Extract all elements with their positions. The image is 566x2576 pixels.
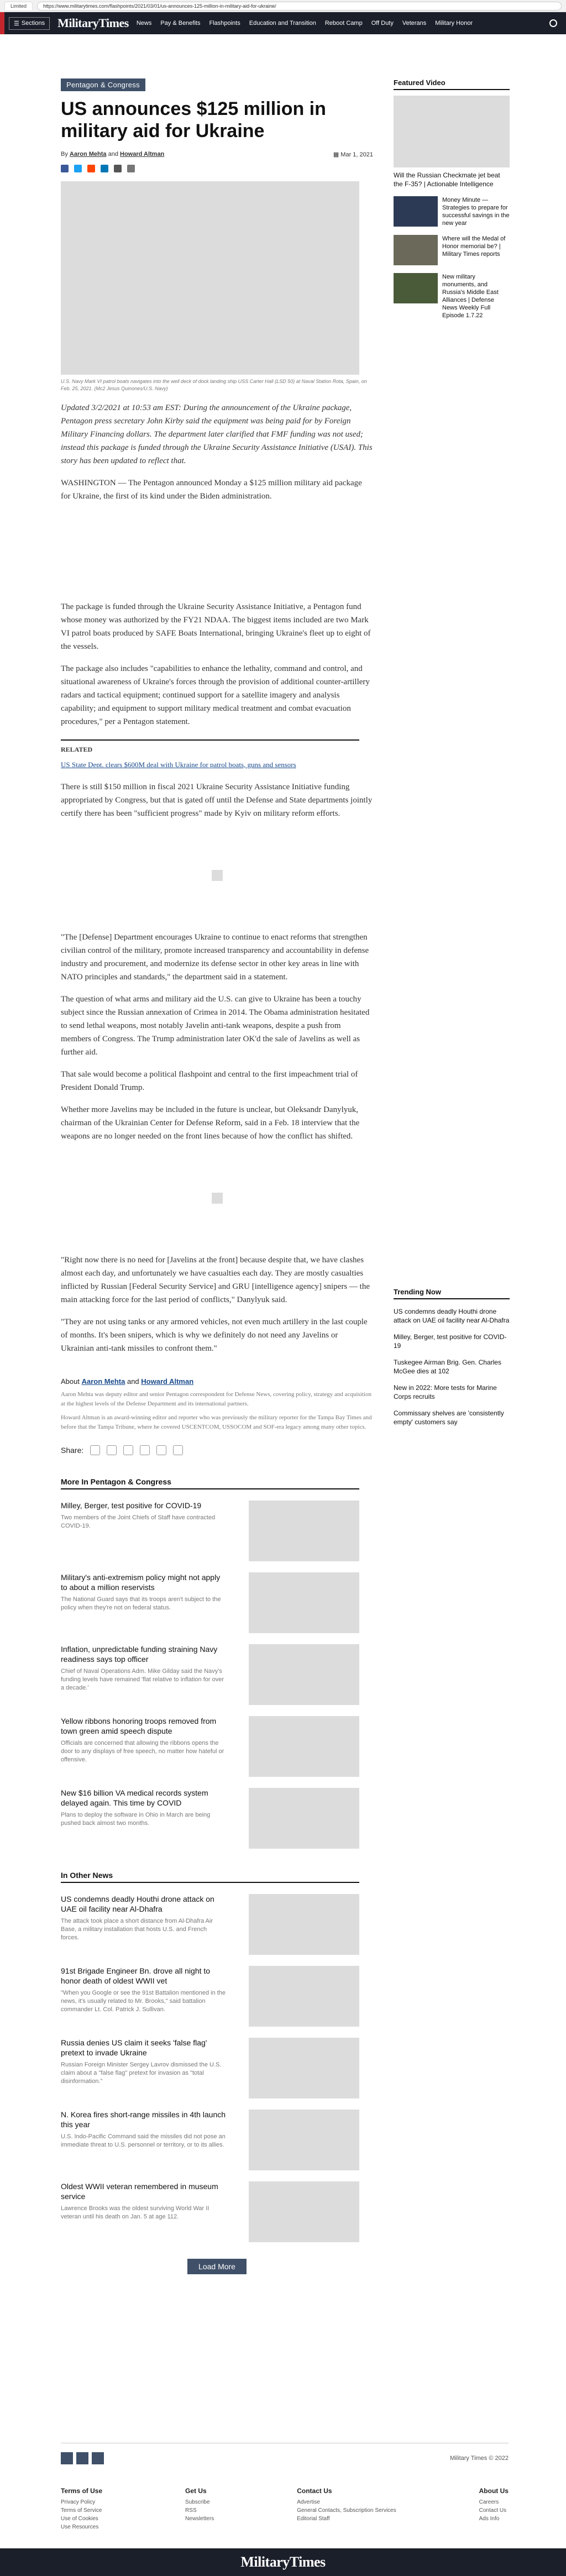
footer-link[interactable]: Ads Info	[479, 2516, 500, 2522]
footer-logo[interactable]: MilitaryTimes	[240, 2554, 326, 2570]
ad-icon	[212, 1193, 223, 1204]
story-dek: The National Guard says that its troops aren't subject to the policy when they're not on federal status.	[61, 1596, 221, 1611]
story-title[interactable]: Yellow ribbons honoring troops removed from town green amid speech dispute	[61, 1717, 217, 1735]
twitter-icon[interactable]	[76, 2452, 88, 2464]
footer-column	[61, 2487, 102, 2530]
story-title[interactable]: Military's anti-extremism policy might not apply to about a million reservists	[61, 1573, 221, 1592]
video-thumbnail[interactable]	[394, 196, 438, 227]
footer-column-title: About Us	[479, 2487, 509, 2495]
story-dek: Russian Foreign Minister Sergey Lavrov dismissed the U.S. claim about a "false flag" pretext for invasion as "total disinformation."	[61, 2061, 222, 2085]
list-item[interactable]	[61, 1966, 359, 2027]
twitter-icon[interactable]	[74, 165, 82, 172]
load-more-button[interactable]: Load More	[187, 2259, 247, 2274]
sections-button[interactable]	[9, 17, 50, 30]
paragraph: That sale would become a political flashpoint and central to the first impeachment trial of President Donald Trump.	[61, 1070, 358, 1092]
list-item[interactable]	[61, 2038, 359, 2098]
nav-link[interactable]: Reboot Camp	[324, 20, 363, 27]
story-title[interactable]: Oldest WWII veteran remembered in museum service	[61, 2182, 218, 2201]
footer-column	[297, 2487, 396, 2530]
story-thumbnail[interactable]	[249, 1572, 359, 1633]
facebook-icon[interactable]	[61, 165, 69, 172]
share-row-top	[61, 165, 373, 172]
footer-link[interactable]: Privacy Policy	[61, 2499, 96, 2505]
nav-link[interactable]: Veterans	[402, 20, 427, 27]
nav-link[interactable]: Pay & Benefits	[160, 20, 201, 27]
story-thumbnail[interactable]	[249, 1644, 359, 1705]
footer-column-title: Get Us	[185, 2487, 207, 2495]
story-thumbnail[interactable]	[249, 2110, 359, 2170]
footer-column-title: Terms of Use	[61, 2487, 103, 2495]
facebook-icon[interactable]	[61, 2452, 73, 2464]
linkedin-icon[interactable]	[101, 165, 108, 172]
trending-item[interactable]: US condemns deadly Houthi drone attack on UAE oil facility near Al-Dhafra	[394, 1308, 510, 1324]
video-thumbnail[interactable]	[394, 235, 438, 265]
hero-caption: U.S. Navy Mark VI patrol boats navigates into the well deck of dock landing ship USS Carter Hall (LSD 50) at Naval Station Rota, Spain, on Feb. 25, 2021. (Mc2 Jesus Quinones/U.S. Navy)	[61, 379, 367, 391]
email-icon[interactable]	[107, 1445, 117, 1455]
browser-chrome	[0, 0, 566, 12]
footer-link[interactable]: Use Resources	[61, 2524, 99, 2530]
nav-link[interactable]: Off Duty	[371, 20, 394, 27]
twitter-icon[interactable]	[140, 1445, 150, 1455]
paragraph: The question of what arms and military aid the U.S. can give to Ukraine has been a touchy subject since the Russian annexation of Crimea in 2014. The Obama administration hesitated to send lethal weapons, most notably Javelin anti-tank weapons, despite a push from members of Congress. The Trump administration later OK'd the sale of Javelins as well as further aid.	[61, 995, 370, 1057]
footer-top	[61, 2443, 509, 2464]
author-link[interactable]: Aaron Mehta	[69, 151, 107, 158]
video-thumbnail[interactable]	[394, 273, 438, 303]
story-title[interactable]: Russia denies US claim it seeks 'false flag' pretext to invade Ukraine	[61, 2038, 207, 2057]
footer-link[interactable]: Advertise	[297, 2499, 320, 2505]
share-row-bottom	[61, 1445, 373, 1455]
link-icon[interactable]	[90, 1445, 100, 1455]
video-title[interactable]: New military monuments, and Russia's Middle East Alliances | Defense News Weekly Full Episode 1.7.22	[442, 274, 499, 319]
right-rail	[394, 78, 510, 319]
search-icon[interactable]	[549, 19, 557, 27]
paragraph: The package also includes "capabilities to enhance the lethality, command and control, and situational awareness of Ukraine's forces through the provision of additional counter-artillery radars and tactical equipment; continued support for a satellite imagery and analysis capability; and equipment to support military medical treatment and combat evacuation procedures," per a Pentagon statement.	[61, 664, 370, 726]
story-thumbnail[interactable]	[249, 1716, 359, 1777]
story-dek: Officials are concerned that allowing the ribbons opens the door to any displays of free speech, no matter how hateful or offensive.	[61, 1740, 224, 1763]
address-bar[interactable]: https://www.militarytimes.com/flashpoints/2021/03/01/us-announces-125-million-in-military-aid-for-ukraine/	[37, 2, 562, 11]
list-item[interactable]	[61, 1788, 359, 1849]
paragraph: The package is funded through the Ukraine Security Assistance Initiative, a Pentagon fund whose money was authorized by the FY21 NDAA. The biggest items included are two Mark VI patrol boats produced by SAFE Boats International, bringing Ukraine's fleet up to eight of the vessels.	[61, 602, 371, 651]
update-note: Updated 3/2/2021 at 10:53 am EST: During the announcement of the Ukraine package, Pentagon press secretary John Kirby said the equipment was being paid for by Foreign Military Financing dollars. The department later clarified that FMF funding was not used; instead this package is funded through the Ukraine Security Assistance Initiative (USAI). This story has been updated to reflect that.	[61, 403, 373, 465]
trending-item[interactable]: Milley, Berger, test positive for COVID-19	[394, 1333, 507, 1350]
about-label: About	[61, 1377, 80, 1386]
copyright: Military Times © 2022	[450, 2455, 509, 2462]
featured-video-headline[interactable]: Will the Russian Checkmate jet beat the F-35? | Actionable Intelligence	[394, 171, 500, 188]
story-title[interactable]: New $16 billion VA medical records system delayed again. This time by COVID	[61, 1788, 208, 1807]
story-title[interactable]: Inflation, unpredictable funding straining Navy readiness says top officer	[61, 1645, 218, 1664]
reddit-icon[interactable]	[87, 165, 95, 172]
and-label: and	[108, 151, 118, 158]
more-section-title: More In Pentagon & Congress	[61, 1477, 359, 1489]
other-news-title: In Other News	[61, 1871, 359, 1883]
video-list-item[interactable]	[394, 273, 510, 319]
sections-label: Sections	[21, 20, 45, 27]
reddit-icon[interactable]	[156, 1445, 166, 1455]
list-item[interactable]	[61, 2181, 359, 2242]
nav-link[interactable]: News	[136, 20, 152, 27]
footer-link[interactable]: Newsletters	[185, 2516, 214, 2522]
story-title[interactable]: Milley, Berger, test positive for COVID-19	[61, 1501, 202, 1510]
social-links	[61, 2452, 104, 2464]
list-item[interactable]	[61, 1572, 359, 1633]
related-link[interactable]: US State Dept. clears $600M deal with Ukraine for patrol boats, guns and sensors	[61, 760, 296, 769]
video-title[interactable]: Where will the Medal of Honor memorial be? | Military Times reports	[442, 235, 506, 258]
story-dek: Chief of Naval Operations Adm. Mike Gilday said the Navy's funding levels have remained 'flat relative to inflation for over a decade.'	[61, 1668, 224, 1691]
story-thumbnail[interactable]	[249, 1894, 359, 1955]
story-dek: "When you Google or see the 91st Battalion mentioned in the news, it's usually related to Mr. Brooks," said battalion commander Lt. Col. Patrick J. Sullivan.	[61, 1990, 226, 2013]
video-title[interactable]: Money Minute — Strategies to prepare for successful savings in the new year	[442, 197, 510, 227]
publish-date	[333, 151, 373, 158]
by-label: By	[61, 151, 68, 158]
calendar-icon: ▦	[333, 151, 339, 158]
story-thumbnail[interactable]	[249, 1788, 359, 1849]
footer-link[interactable]: General Contacts, Subscription Services	[297, 2507, 396, 2514]
author-bio: Aaron Mehta was deputy editor and senior Pentagon correspondent for Defense News, covering policy, strategy and acquisition at the highest levels of the Defense Department and its international partners.	[61, 1391, 371, 1407]
menu-icon: ☰	[14, 20, 19, 27]
linkedin-icon[interactable]	[173, 1445, 183, 1455]
date-text: Mar 1, 2021	[340, 151, 373, 158]
paragraph: Whether more Javelins may be included in the future is unclear, but Oleksandr Danylyuk, chairman of the Ukrainian Center for Defense Reform, said in a Feb. 18 interview that the weapons are no longer needed on the front lines because of how the conflict has shifted.	[61, 1105, 360, 1141]
story-dek: Two members of the Joint Chiefs of Staff have contracted COVID-19.	[61, 1514, 216, 1529]
paragraph: "They are not using tanks or any armored vehicles, not even much artillery in the last couple of months. It's been snipers, which is why we definitely do not need any Javelins or Ukrainian anti-tank missiles to confront them."	[61, 1318, 368, 1353]
article-main	[61, 78, 373, 2274]
author-link[interactable]: Aaron Mehta	[81, 1377, 125, 1386]
paragraph: "The [Defense] Department encourages Ukraine to continue to enact reforms that strengthen civilian control of the military, promote increased transparency and accountability in defense industry and procurement, and modernize its defense sector in other key areas in line with NATO principles and standards," the department said in a statement.	[61, 933, 369, 982]
about-authors	[61, 1377, 373, 1386]
facebook-icon[interactable]	[123, 1445, 133, 1455]
hero-image	[61, 181, 359, 375]
byline	[61, 151, 164, 158]
trending-item[interactable]: Commissary shelves are 'consistently empty' customers say	[394, 1409, 504, 1426]
ad-strip	[0, 34, 566, 78]
footer-link[interactable]: RSS	[185, 2507, 197, 2514]
ad-space	[61, 503, 373, 591]
story-dek: U.S. Indo-Pacific Command said the missiles did not pose an immediate threat to U.S. personnel or territory, or to its allies.	[61, 2133, 226, 2148]
inline-ad	[61, 1193, 373, 1204]
site-logo[interactable]: MilitaryTimes	[57, 16, 129, 30]
footer-column	[185, 2487, 214, 2530]
footer-bar	[0, 2548, 566, 2576]
email-icon[interactable]	[127, 165, 135, 172]
trending-title: Trending Now	[394, 1288, 510, 1299]
paragraph: "Right now there is no need for [Javelins at the front] because despite that, we have clashes almost each day, and unfortunately we have casualties each day. They are mostly casualties inflicted by Russian [Federal Security Service] and GRU [intelligence agency] snipers — the main attacking force for the last period of conflicts," Danylyuk said.	[61, 1256, 370, 1304]
trending-item[interactable]: New in 2022: More tests for Marine Corps recruits	[394, 1384, 497, 1400]
top-nav	[0, 12, 566, 34]
browser-tab[interactable]: Limited	[4, 2, 33, 10]
article-body	[61, 401, 373, 1355]
story-thumbnail[interactable]	[249, 2181, 359, 2242]
list-item[interactable]	[61, 1894, 359, 1955]
featured-video-title: Featured Video	[394, 78, 510, 90]
author-bio: Howard Altman is an award-winning editor and reporter who was previously the military reporter for the Tampa Bay Times and before that the Tampa Tribune, where he covered USCENTCOM, USSOCOM and SOF-era legacy among many other topics.	[61, 1414, 372, 1430]
footer-link[interactable]: Use of Cookies	[61, 2516, 98, 2522]
story-thumbnail[interactable]	[249, 2038, 359, 2098]
list-item[interactable]	[61, 1716, 359, 1777]
paragraph: There is still $150 million in fiscal 2021 Ukraine Security Assistance Initiative funding appropriated by Congress, but that is gated off until the Defense and State departments jointly certify there has been "sufficient progress" made by Kyiv on military reform efforts.	[61, 783, 373, 818]
video-list-item[interactable]	[394, 235, 510, 265]
link-icon[interactable]	[114, 165, 122, 172]
list-item[interactable]	[61, 1501, 359, 1561]
headline: US announces $125 million in military aid for Ukraine	[61, 98, 326, 141]
ad-icon	[212, 870, 223, 881]
byline-row	[61, 151, 373, 158]
story-dek: The attack took place a short distance from Al-Dhafra Air Base, a military installation that hosts U.S. and French forces.	[61, 1918, 213, 1941]
footer-link[interactable]: Careers	[479, 2499, 499, 2505]
list-item[interactable]	[61, 1644, 359, 1705]
nav-link[interactable]: Education and Transition	[249, 20, 316, 27]
and-label: and	[127, 1377, 139, 1386]
story-title[interactable]: 91st Brigade Engineer Bn. drove all night to honor death of oldest WWII vet	[61, 1966, 211, 1985]
featured-video-player[interactable]	[394, 96, 510, 167]
story-dek: Plans to deploy the software in Ohio in March are being pushed back almost two months.	[61, 1812, 211, 1827]
story-thumbnail[interactable]	[249, 1966, 359, 2027]
rss-icon[interactable]	[92, 2452, 104, 2464]
author-link[interactable]: Howard Altman	[141, 1377, 194, 1386]
footer-link[interactable]: Editorial Staff	[297, 2516, 330, 2522]
footer-column	[479, 2487, 509, 2530]
share-label: Share:	[61, 1446, 84, 1455]
footer-columns	[61, 2487, 509, 2530]
related-label: RELATED	[61, 739, 359, 756]
footer-link[interactable]: Subscribe	[185, 2499, 210, 2505]
trending-now	[394, 1288, 510, 1426]
story-dek: Lawrence Brooks was the oldest surviving World War II veteran until his death on Jan. 5 at age 112.	[61, 2205, 209, 2220]
story-title[interactable]: US condemns deadly Houthi drone attack on UAE oil facility near Al-Dhafra	[61, 1895, 214, 1913]
paragraph: WASHINGTON — The Pentagon announced Monday a $125 million military aid package for Ukraine, the first of its kind under the Biden administration.	[61, 479, 362, 501]
footer-link[interactable]: Contact Us	[479, 2507, 507, 2514]
author-link[interactable]: Howard Altman	[120, 151, 165, 158]
trending-item[interactable]: Tuskegee Airman Brig. Gen. Charles McGee dies at 102	[394, 1358, 501, 1375]
footer-link[interactable]: Terms of Service	[61, 2507, 102, 2514]
nav-link[interactable]: Flashpoints	[209, 20, 240, 27]
video-list-item[interactable]	[394, 196, 510, 227]
category-badge[interactable]: Pentagon & Congress	[61, 78, 145, 91]
brand-accent-bar	[0, 12, 4, 34]
footer-column-title: Contact Us	[297, 2487, 332, 2495]
inline-ad	[61, 870, 373, 881]
nav-links	[137, 20, 473, 27]
list-item[interactable]	[61, 2110, 359, 2170]
nav-link[interactable]: Military Honor	[435, 20, 473, 27]
story-thumbnail[interactable]	[249, 1501, 359, 1561]
story-title[interactable]: N. Korea fires short-range missiles in 4th launch this year	[61, 2110, 226, 2129]
